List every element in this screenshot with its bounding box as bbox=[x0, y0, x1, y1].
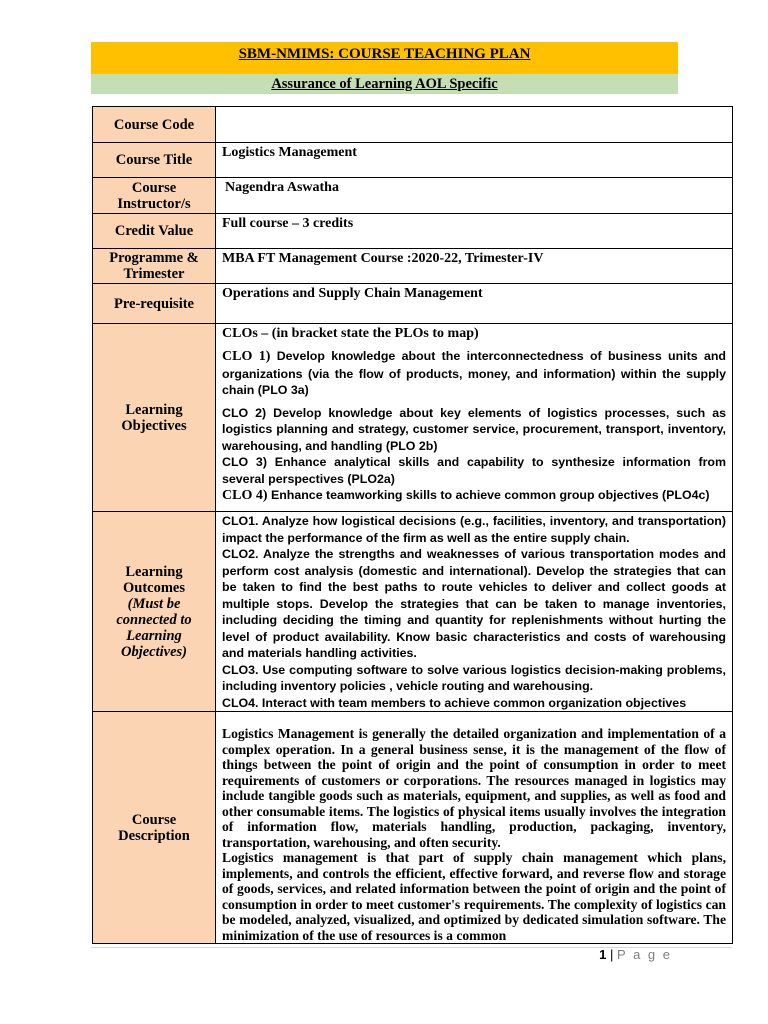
description-label-line2: Description bbox=[118, 827, 190, 844]
description-label-line1: Course bbox=[131, 811, 177, 828]
objectives-label bbox=[93, 324, 216, 512]
programme-label bbox=[93, 249, 216, 284]
objective-clo1-text: Develop knowledge about the interconnectedness of business units and organizations (via the flow of products, money, and information) within the supply chain (PLO 3a) bbox=[222, 349, 726, 397]
course-title-value: Logistics Management bbox=[216, 143, 733, 178]
course-code-value bbox=[216, 107, 733, 143]
description-label bbox=[93, 712, 216, 944]
objectives-content bbox=[216, 324, 733, 512]
outcome-clo2: CLO2. Analyze the strengths and weaknesses of various transportation modes and perform cost analysis (domestic and international). Develop the strategies that can be taken to find the best paths to route vehicles to deliver and collect goods at multiple stops. Develop the strategies that can be taken to manage inventories, including deciding the timing and quantity for replenishments without hurting the level of product availability. Know basic characteristics and costs of warehousing and materials handling activities. bbox=[222, 547, 726, 660]
programme-label-line2: Trimester bbox=[123, 266, 185, 282]
instructor-label bbox=[93, 178, 216, 214]
credit-label: Credit Value bbox=[93, 214, 216, 249]
row-course-description bbox=[93, 712, 733, 944]
row-learning-outcomes bbox=[93, 512, 733, 712]
objective-clo1-prefix: CLO 1) bbox=[222, 349, 271, 364]
description-paragraph-2: Logistics management is that part of supply chain management which plans, implements, and controls the efficient, effective forward, and reverse flow and storage of goods, services, and related information between the point of origin and the point of consumption in order to meet customer's requirements. The complexity of logistics can be modeled, analyzed, visualized, and optimized by dedicated simulation software. The minimization of the use of resources is a common bbox=[222, 850, 726, 943]
outcomes-content bbox=[216, 512, 733, 712]
plan-title-banner bbox=[91, 42, 678, 74]
description-paragraph-1: Logistics Management is generally the detailed organization and implementation of a complex operation. In a general business sense, it is the management of the flow of things between the point of origin and the point of consumption in order to meet requirements of customers or corporations. The resources managed in logistics may include tangible goods such as materials, equipment, and supplies, as well as food and other consumable items. The logistics of physical items usually involves the integration of information flow, materials handling, production, packaging, inventory, transportation, warehousing, and often security. bbox=[222, 726, 726, 850]
objective-clo4 bbox=[222, 487, 726, 505]
outcomes-label-line4: connected to bbox=[116, 611, 192, 628]
instructor-label-line1: Course bbox=[131, 179, 177, 196]
objective-clo4-prefix: CLO 4) bbox=[222, 488, 268, 503]
instructor-value: Nagendra Aswatha bbox=[216, 178, 733, 214]
row-learning-objectives bbox=[93, 324, 733, 512]
instructor-label-line2: Instructor/s bbox=[117, 195, 191, 212]
prerequisite-label: Pre-requisite bbox=[93, 284, 216, 324]
outcomes-label-line3: (Must be bbox=[127, 595, 181, 612]
outcomes-label-line5: Learning bbox=[126, 627, 182, 644]
row-prerequisite bbox=[93, 284, 733, 324]
plan-title: SBM-NMIMS: COURSE TEACHING PLAN bbox=[238, 46, 531, 62]
outcome-clo3: CLO3. Use computing software to solve various logistics decision-making problems, including inventory policies , vehicle routing and warehousing. bbox=[222, 662, 726, 693]
row-programme bbox=[93, 249, 733, 284]
aol-subtitle-banner bbox=[91, 74, 678, 94]
objective-clo3: CLO 3) Enhance analytical skills and capability to synthesize information from several perspectives (PLO2a) bbox=[222, 455, 726, 486]
row-course-code bbox=[93, 107, 733, 143]
aol-subtitle: Assurance of Learning AOL Specific bbox=[271, 76, 498, 92]
outcomes-label bbox=[93, 512, 216, 712]
page-separator: | bbox=[610, 947, 614, 962]
course-code-label: Course Code bbox=[93, 107, 216, 143]
prerequisite-value: Operations and Supply Chain Management bbox=[216, 284, 733, 324]
page-word: P a g e bbox=[617, 947, 672, 962]
row-credit bbox=[93, 214, 733, 249]
programme-value: MBA FT Management Course :2020-22, Trimester-IV bbox=[216, 249, 733, 284]
objectives-label-line2: Objectives bbox=[121, 417, 187, 434]
page-number: 1 bbox=[599, 947, 607, 962]
description-content bbox=[216, 712, 733, 944]
course-title-label: Course Title bbox=[93, 143, 216, 178]
credit-value: Full course – 3 credits bbox=[216, 214, 733, 249]
objective-clo1 bbox=[222, 348, 726, 399]
course-plan-table bbox=[92, 106, 733, 944]
programme-label-line1: Programme & bbox=[109, 250, 199, 266]
row-course-title bbox=[93, 143, 733, 178]
outcomes-label-line6: Objectives) bbox=[120, 643, 188, 660]
objectives-label-line1: Learning bbox=[125, 401, 183, 418]
objectives-intro: CLOs – (in bracket state the PLOs to map) bbox=[222, 326, 479, 341]
outcomes-label-line1: Learning bbox=[125, 563, 183, 580]
objective-clo4-text: Enhance teamworking skills to achieve common group objectives (PLO4c) bbox=[267, 488, 710, 502]
outcome-clo1: CLO1. Analyze how logistical decisions (e.g., facilities, inventory, and transportation) impact the performance of the firm as well as the entire supply chain. bbox=[222, 514, 726, 545]
objective-clo2: CLO 2) Develop knowledge about key elements of logistics processes, such as logistics planning and strategy, customer service, procurement, transport, inventory, warehousing, and handling (PLO 2b) bbox=[222, 405, 726, 453]
outcome-clo4: CLO4. Interact with team members to achieve common organization objectives bbox=[222, 695, 687, 710]
row-instructor bbox=[93, 178, 733, 214]
page-footer bbox=[599, 946, 672, 964]
outcomes-label-line2: Outcomes bbox=[122, 579, 185, 596]
